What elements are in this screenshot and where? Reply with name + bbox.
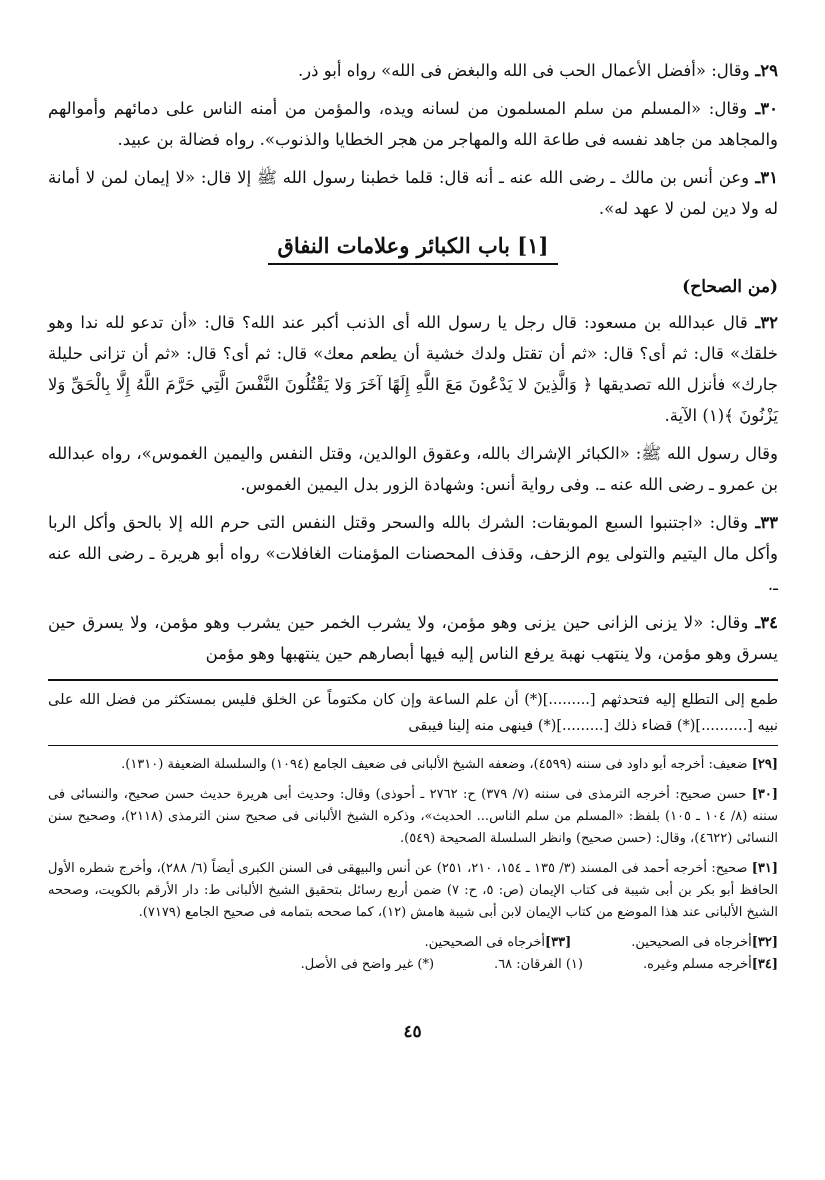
footnote-31 [48, 858, 778, 924]
chapter-heading-wrap [48, 231, 778, 265]
hadith-text: وقال: «المسلم من سلم المسلمون من لسانه ويده، والمؤمن من أمنه الناس على دمائهم وأموالهم والمجاهد من جاهد نفسه فى طاعة الله والمهاجر من هجر الخطايا والذنوب». رواه فضالة بن عبيد. [48, 99, 778, 149]
hadith-number: ٣٢ [760, 313, 778, 332]
hadith-number: ٣١ [760, 168, 778, 187]
hadith-text: وقال: «لا يزنى الزانى حين يزنى وهو مؤمن، ولا يشرب الخمر حين يشرب وهو مؤمن، ولا يسرق حين يسرق وهو مؤمن، ولا ينتهب نهبة يرفع الناس إليه فيها أبصارهم حين ينتهبها وهو مؤمن [48, 613, 778, 663]
hadith-34: ٣٤ـ وقال: «لا يزنى الزانى حين يزنى وهو مؤمن، ولا يشرب الخمر حين يشرب وهو مؤمن، ولا يسرق حين يسرق وهو مؤمن، ولا ينتهب نهبة يرفع الناس إليه فيها أبصارهم حين ينتهبها وهو مؤمن [48, 613, 778, 663]
hadith-32-continued [48, 438, 778, 500]
footnote-33 [425, 932, 572, 954]
hadith-text: وعن أنس بن مالك ـ رضى الله عنه ـ أنه قال: قلما خطبنا رسول الله ﷺ إلا قال: «لا إيمان لمن لا أمانة له ولا دين لمن لا عهد له». [48, 168, 778, 218]
footnote-row-2 [48, 954, 778, 976]
hadith-number: ٢٩ [760, 61, 778, 80]
page-body [48, 55, 778, 976]
hadith-number: ٣٤ [760, 613, 778, 632]
hadith-33: ٣٣ـ وقال: «اجتنبوا السبع الموبقات: الشرك بالله والسحر وقتل النفس التى حرم الله إلا بالحق وأكل الربا وأكل مال اليتيم والتولى يوم الزحف، وقذف المحصنات المؤمنات الغافلات» رواه أبو هريرة ـ رضى الله عنه ـ. [48, 513, 778, 594]
chapter-heading: [١] باب الكبائر وعلامات النفاق [268, 231, 559, 265]
footnote-divider [48, 745, 778, 746]
footnote-unclear-note: (*) غير واضح فى الأصل. [300, 957, 435, 972]
footnote-text: أخرجاه فى الصحيحين. [424, 935, 545, 950]
footnote-label: [٢٩] [751, 757, 778, 772]
footnote-quran-ref: (١) الفرقان: ٦٨. [494, 957, 583, 972]
hadith-text: وقال رسول الله ﷺ: «الكبائر الإشراك بالله، وعقوق الوالدين، وقتل النفس واليمين الغموس»، رواه عبدالله بن عمرو ـ رضى الله عنه ـ. وفى رواية أنس: وشهادة الزور بدل اليمين الغموس. [48, 444, 778, 494]
footnote-32 [631, 932, 778, 954]
footnote-label: [٣٢] [751, 935, 778, 950]
divider [48, 679, 778, 681]
footnote-label: [٣٠] [751, 787, 778, 802]
footnote-label: [٣١] [751, 861, 778, 876]
hadith-32: ٣٢ـ قال عبدالله بن مسعود: قال رجل يا رسول الله أى الذنب أكبر عند الله؟ قال: «أن تدعو لله ندا وهو خلقك» قال: ثم أى؟ قال: «ثم أن تقتل ولدك خشية أن يطعم معك» قال: ثم أى؟ قال: «ثم أن تزانى حليلة جارك» فأنزل الله تصديقها ﴿ وَالَّذِينَ لا يَدْعُونَ مَعَ اللَّهِ إِلَهًا آخَرَ وَلا يَقْتُلُونَ النَّفْسَ الَّتِي حَرَّمَ اللَّهُ إِلَّا بِالْحَقِّ وَلا يَزْنُونَ ﴾(١) الآية. [48, 313, 778, 425]
hadith-30: ٣٠ـ وقال: «المسلم من سلم المسلمون من لسانه ويده، والمؤمن من أمنه الناس على دمائهم وأموالهم والمجاهد من جاهد نفسه فى طاعة الله والمهاجر من هجر الخطايا والذنوب». رواه فضالة بن عبيد. [48, 99, 778, 149]
footnote-29 [48, 754, 778, 776]
footnote-row-1 [48, 932, 778, 954]
hadith-text: وقال: «اجتنبوا السبع الموبقات: الشرك بالله والسحر وقتل النفس التى حرم الله إلا بالحق وأكل الربا وأكل مال اليتيم والتولى يوم الزحف، وقذف المحصنات المؤمنات الغافلات» رواه أبو هريرة ـ رضى الله عنه ـ. [48, 513, 778, 594]
commentary-continuation: طمع إلى التطلع إليه فتحدثهم [.........](*) أن علم الساعة وإن كان مكتوماً عن الخلق فليس بمستكثر من فضل الله على نبيه [..........](*) قضاء ذلك [.........](*) فينهى منه إلينا فيبقى [48, 692, 778, 734]
section-subheading: (من الصحاح) [682, 277, 778, 297]
hadith-number: ٣٣ [760, 513, 778, 532]
footnote-label: [٣٤] [751, 957, 778, 972]
hadith-text: قال عبدالله بن مسعود: قال رجل يا رسول الله أى الذنب أكبر عند الله؟ قال: «أن تدعو لله ندا وهو خلقك» قال: ثم أى؟ قال: «ثم أن تقتل ولدك خشية أن يطعم معك» قال: ثم أى؟ قال: «ثم أن تزانى حليلة جارك» فأنزل الله تصديقها ﴿ وَالَّذِينَ لا يَدْعُونَ مَعَ اللَّهِ إِلَهًا آخَرَ وَلا يَقْتُلُونَ النَّفْسَ الَّتِي حَرَّمَ اللَّهُ إِلَّا بِالْحَقِّ وَلا يَزْنُونَ ﴾(١) الآية. [48, 313, 778, 425]
footnote-text: ضعيف: أخرجه أبو داود فى سننه (٤٥٩٩)، وضعفه الشيخ الألبانى فى ضعيف الجامع (١٠٩٤) والسلسلة الضعيفة (١٣١٠). [121, 757, 748, 772]
hadith-31: ٣١ـ وعن أنس بن مالك ـ رضى الله عنه ـ أنه قال: قلما خطبنا رسول الله ﷺ إلا قال: «لا إيمان لمن لا أمانة له ولا دين لمن لا عهد له». [48, 168, 778, 218]
footnote-label: [٣٣] [544, 935, 572, 950]
hadith-number: ٣٠ [760, 99, 778, 118]
footnote-text: أخرجاه فى الصحيحين. [631, 935, 752, 950]
footnote-30 [48, 784, 778, 850]
hadith-29: ٢٩ـ وقال: «أفضل الأعمال الحب فى الله والبغض فى الله» رواه أبو ذر. [297, 61, 778, 80]
footnote-text: أخرجه مسلم وغيره. [642, 957, 752, 972]
footnote-text: حسن صحيح: أخرجه الترمذى فى سننه (٧/ ٣٧٩) ح: ٢٧٦٢ ـ أحوذى) وقال: وحديث أبى هريرة حديث حسن صحيح، والنسائى فى سننه (٨/ ١٠٤ ـ ١٠٥) بلفظ: «المسلم من سلم الناس... الحديث»، وذكره الشيخ الألبانى فى صحيح سنن الترمذى (٢١١٨)، وصحيح سنن النسائى (٤٦٢٢)، وقال: (حسن صحيح) وانظر السلسلة الصحيحة (٥٤٩). [48, 787, 778, 846]
hadith-text: وقال: «أفضل الأعمال الحب فى الله والبغض فى الله» رواه أبو ذر. [297, 61, 750, 80]
page-number: ٤٥ [403, 1022, 422, 1042]
footnote-34 [643, 954, 778, 976]
footnote-text: صحيح: أخرجه أحمد فى المسند (٣/ ١٣٥ ـ ١٥٤، ٢١٠، ٢٥١) عن أنس والبيهقى فى السنن الكبرى أيضاً (٦/ ٢٨٨)، وأخرج شطره الأول الحافظ أبو بكر بن أبى شيبة فى كتاب الإيمان (ص: ٥، ح: ٧) ضمن أربع رسائل بتحقيق الشيخ الألبانى ط: دار الأرقم بالكويت، وصححه الشيخ الألبانى عند هذا الموضع من كتاب الإيمان لابن أبى شيبة هامش (١٢)، كما صححه بتمامه فى صحيح الجامع (٧١٧٩). [48, 861, 779, 920]
